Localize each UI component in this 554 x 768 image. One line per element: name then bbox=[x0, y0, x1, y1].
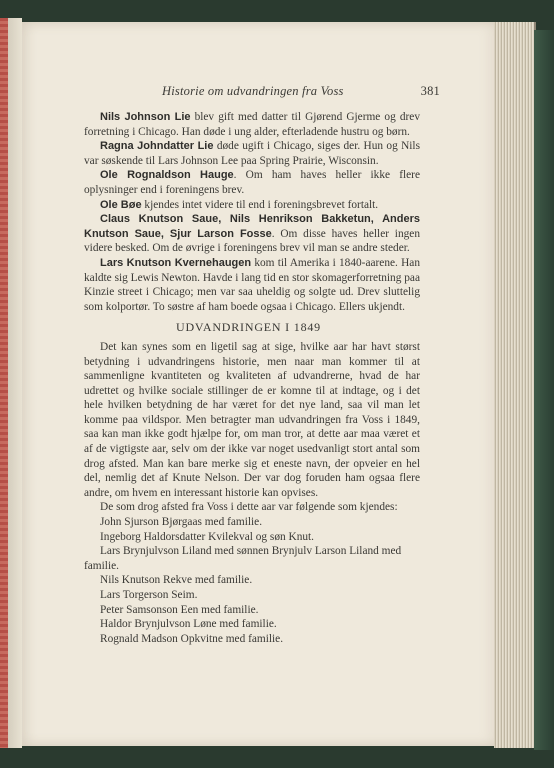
entry-paragraph bbox=[84, 168, 420, 197]
entry-text: døde ugift i Chicago, siges der. Hun og Nils var søskende til Lars Johnson Lee paa Spring Prairie, Wisconsin. bbox=[84, 140, 420, 167]
entry-paragraph bbox=[84, 110, 420, 139]
entry-names: Ragna Johndatter Lie bbox=[100, 140, 214, 153]
running-header bbox=[100, 84, 440, 104]
section-heading: UDVANDRINGEN I 1849 bbox=[176, 320, 321, 335]
page-number: 381 bbox=[420, 84, 440, 98]
section-paragraph: Det kan synes som en ligetil sag at sige, hvilke aar har havt størst betydning i udvandringens historie, men naar man kommer til at sammenligne kvantiteten og kvaliteten af udvandrerne, hvad de har udrettet og hvilke sociale stillinger de er komne til at indtage, og i det hele hvilken betydning de har været for det nye land, saa vil man let komme paa vildspor. Men betragter man udvandringen fra Voss i 1849, saa kan man ikke godt hjælpe for, om man tror, at dette aar maa været et af de vigtigste aar, selv om der ikke var noget usedvanligt stort antal som drog afsted. Man kan bare merke sig et eneste navn, der opveier en hel del, nemlig det af Knute Nelson. Der var dog foruden ham ogsaa flere andre, om hvem en interessant historie kan opvises. bbox=[84, 340, 420, 499]
entry-text: . Om ham haves heller ikke flere oplysninger end i foreningens brev. bbox=[84, 169, 420, 196]
emigrant-list bbox=[84, 515, 420, 646]
list-item: John Sjurson Bjørgaas med familie. bbox=[100, 516, 263, 529]
list-item: Lars Torgerson Seim. bbox=[100, 589, 198, 601]
entry-text: kom til Amerika i 1840-aarene. Han kaldte sig Lewis Newton. Havde i lang tid en stor skomagerforretning paa Kinzie street i Chicago; men var saa uheldig og solgte ud. Drev sluttelig som kolportør. To søstre af ham boede ogsaa i Chicago. Ellers ukjendt. bbox=[84, 256, 420, 313]
book-cover bbox=[534, 30, 554, 750]
page-edges bbox=[494, 22, 536, 748]
page-text bbox=[84, 110, 420, 646]
section-paragraph: De som drog afsted fra Voss i dette aar var følgende som kjendes: bbox=[100, 501, 398, 514]
entry-paragraph bbox=[84, 212, 420, 256]
left-page-red-edge bbox=[0, 18, 8, 748]
entry-paragraph bbox=[84, 198, 420, 213]
list-item: Nils Knutson Rekve med familie. bbox=[100, 574, 253, 587]
list-item: Rognald Madson Opkvitne med familie. bbox=[100, 632, 284, 645]
running-title: Historie om udvandringen fra Voss bbox=[162, 84, 344, 98]
entry-names: Ole Bøe bbox=[100, 198, 142, 211]
list-item: Ingeborg Haldorsdatter Kvilekval og søn Knut. bbox=[100, 530, 315, 543]
entry-text: blev gift med datter til Gjørend Gjerme og drev forretning i Chicago. Han døde i ung alder, efterladende hustru og børn. bbox=[84, 111, 420, 138]
list-item: Haldor Brynjulvson Løne med familie. bbox=[100, 618, 277, 631]
list-item: Lars Brynjulvson Liland med sønnen Brynjulv Larson Liland med familie. bbox=[84, 545, 402, 572]
entry-names: Lars Knutson Kvernehaugen bbox=[100, 256, 252, 269]
entry-paragraph bbox=[84, 256, 420, 314]
entry-paragraph bbox=[84, 139, 420, 168]
entry-names: Ole Rognaldson Hauge bbox=[100, 169, 234, 182]
entry-text: kjendes intet videre til end i foreningsbrevet fortalt. bbox=[141, 198, 379, 211]
entry-names: Nils Johnson Lie bbox=[100, 111, 191, 123]
list-item: Peter Samsonson Een med familie. bbox=[100, 603, 259, 616]
entry-text: . Om disse haves heller ingen videre besked. Om de øvrige i foreningens brev vil man se andre steder. bbox=[84, 227, 420, 255]
entry-names: Claus Knutson Saue, Nils Henrikson Bakketun, Anders Knutson Saue, Sjur Larson Fosse bbox=[84, 213, 420, 240]
